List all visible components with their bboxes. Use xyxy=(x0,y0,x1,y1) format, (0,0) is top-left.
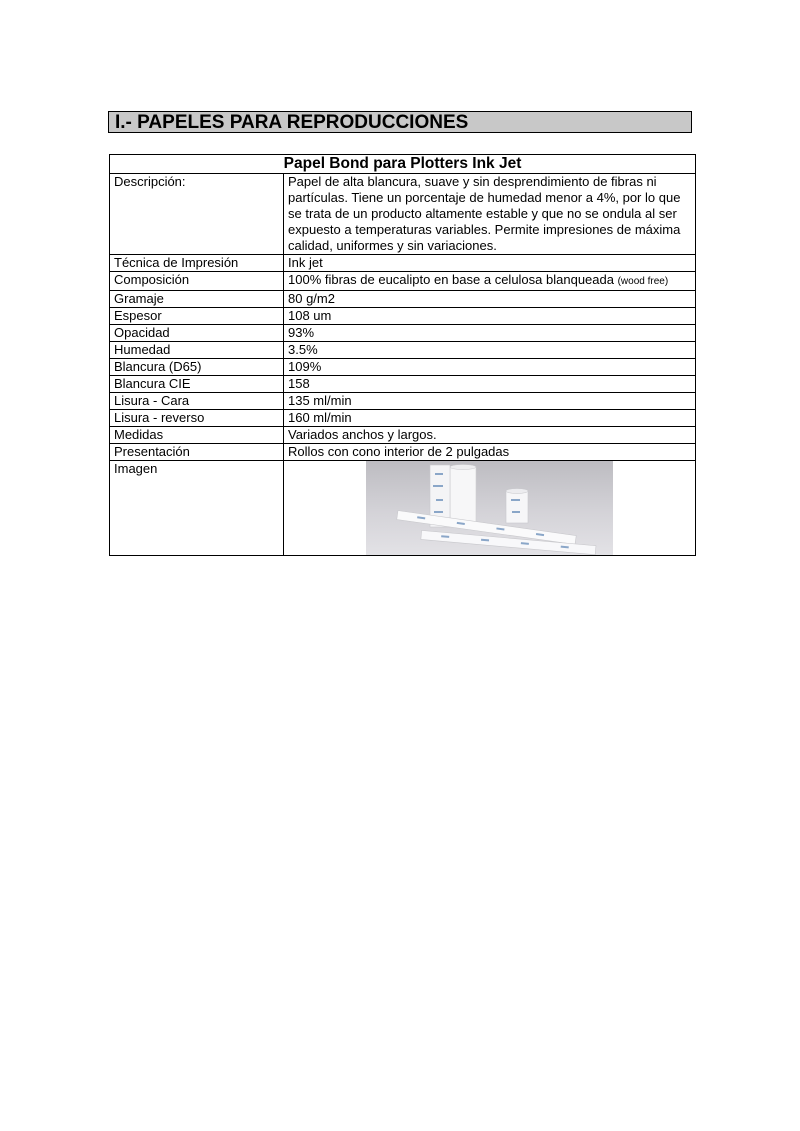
row-label: Técnica de Impresión xyxy=(110,255,284,272)
paper-rolls-photo xyxy=(366,461,613,555)
table-row xyxy=(110,308,696,325)
table-row xyxy=(110,376,696,393)
row-value: 135 ml/min xyxy=(284,393,696,410)
row-value-note: (wood free) xyxy=(617,276,669,287)
section-title: I.- PAPELES PARA REPRODUCCIONES xyxy=(108,111,692,133)
row-label: Lisura - Cara xyxy=(110,393,284,410)
table-title-row xyxy=(110,155,696,174)
row-value: 3.5% xyxy=(284,342,696,359)
table-row xyxy=(110,291,696,308)
row-value: 108 um xyxy=(284,308,696,325)
table-row xyxy=(110,325,696,342)
row-label: Opacidad xyxy=(110,325,284,342)
table-row xyxy=(110,342,696,359)
row-label: Gramaje xyxy=(110,291,284,308)
row-value: Variados anchos y largos. xyxy=(284,427,696,444)
row-value: Ink jet xyxy=(284,255,696,272)
row-label: Descripción: xyxy=(110,174,284,255)
table-row xyxy=(110,427,696,444)
table-row xyxy=(110,255,696,272)
table-row xyxy=(110,410,696,427)
table-row xyxy=(110,272,696,291)
row-value: 80 g/m2 xyxy=(284,291,696,308)
row-label: Blancura (D65) xyxy=(110,359,284,376)
row-label: Medidas xyxy=(110,427,284,444)
row-value xyxy=(284,272,696,291)
table-title: Papel Bond para Plotters Ink Jet xyxy=(110,155,696,174)
row-value: 93% xyxy=(284,325,696,342)
table-row xyxy=(110,444,696,461)
table-row xyxy=(110,359,696,376)
row-label: Imagen xyxy=(110,461,284,556)
table-row xyxy=(110,393,696,410)
row-label: Presentación xyxy=(110,444,284,461)
row-value-text: 100% fibras de eucalipto en base a celulosa blanqueada xyxy=(288,272,614,287)
row-value: 109% xyxy=(284,359,696,376)
row-value: Rollos con cono interior de 2 pulgadas xyxy=(284,444,696,461)
image-cell xyxy=(284,461,696,556)
spec-table xyxy=(109,154,696,556)
row-label: Humedad xyxy=(110,342,284,359)
paper-rolls-illustration xyxy=(366,461,613,555)
row-value: 158 xyxy=(284,376,696,393)
row-label: Lisura - reverso xyxy=(110,410,284,427)
row-label: Composición xyxy=(110,272,284,291)
row-label: Espesor xyxy=(110,308,284,325)
table-row xyxy=(110,174,696,255)
table-row xyxy=(110,461,696,556)
row-label: Blancura CIE xyxy=(110,376,284,393)
row-value: Papel de alta blancura, suave y sin desprendimiento de fibras ni partículas. Tiene un porcentaje de humedad menor a 4%, por lo que se trata de un producto altamente estable y que no se ondula al ser expuesto a temperaturas variables. Permite impresiones de máxima calidad, uniformes y sin variaciones. xyxy=(284,174,696,255)
row-value: 160 ml/min xyxy=(284,410,696,427)
